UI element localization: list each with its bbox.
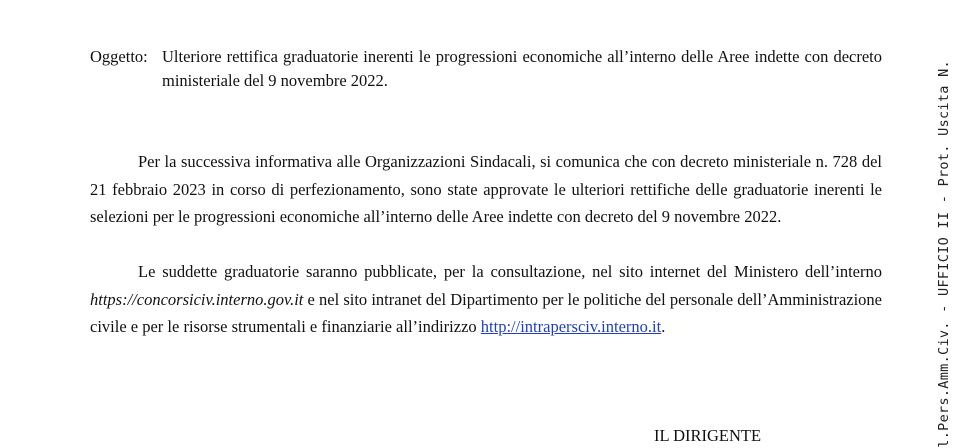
publication-text-start: Le suddette graduatorie saranno pubblicate, per la consultazione, nel sito internet del Ministero dell’interno <box>138 262 882 281</box>
publication-text-middle: e nel sito intranet del Dipartimento per le politiche del personale dell’Amministrazione civile e per le risorse strumentali e finanziarie all’indirizzo <box>90 289 882 336</box>
intranet-link[interactable]: http://intrapersciv.interno.it <box>480 317 662 336</box>
subject-label: Oggetto: <box>90 47 148 66</box>
protocol-stamp <box>930 0 960 448</box>
publication-text-end: . <box>661 317 666 336</box>
paragraph-publication <box>90 258 882 341</box>
signature-title: IL DIRIGENTE <box>654 426 762 445</box>
internet-site-url: https://concorsiciv.interno.gov.it <box>90 289 304 309</box>
protocol-stamp-text: l.Pers.Amm.Civ. - UFFICIO II - Prot. Uscita N. <box>936 60 952 448</box>
subject-text: Ulteriore rettifica graduatorie inerenti le progressioni economiche all’interno delle Aree indette con decreto ministeriale del 9 novembre 2022. <box>162 47 882 90</box>
subject-block <box>90 45 882 93</box>
paragraph-announcement: Per la successiva informativa alle Organizzazioni Sindacali, si comunica che con decreto ministeriale n. 728 del 21 febbraio 2023 in corso di perfezionamento, sono state approvate le ulteriori rettifiche delle graduatorie inerenti le selezioni per le progressioni economiche all’interno delle Aree indette con decreto del 9 novembre 2022. <box>90 152 882 226</box>
